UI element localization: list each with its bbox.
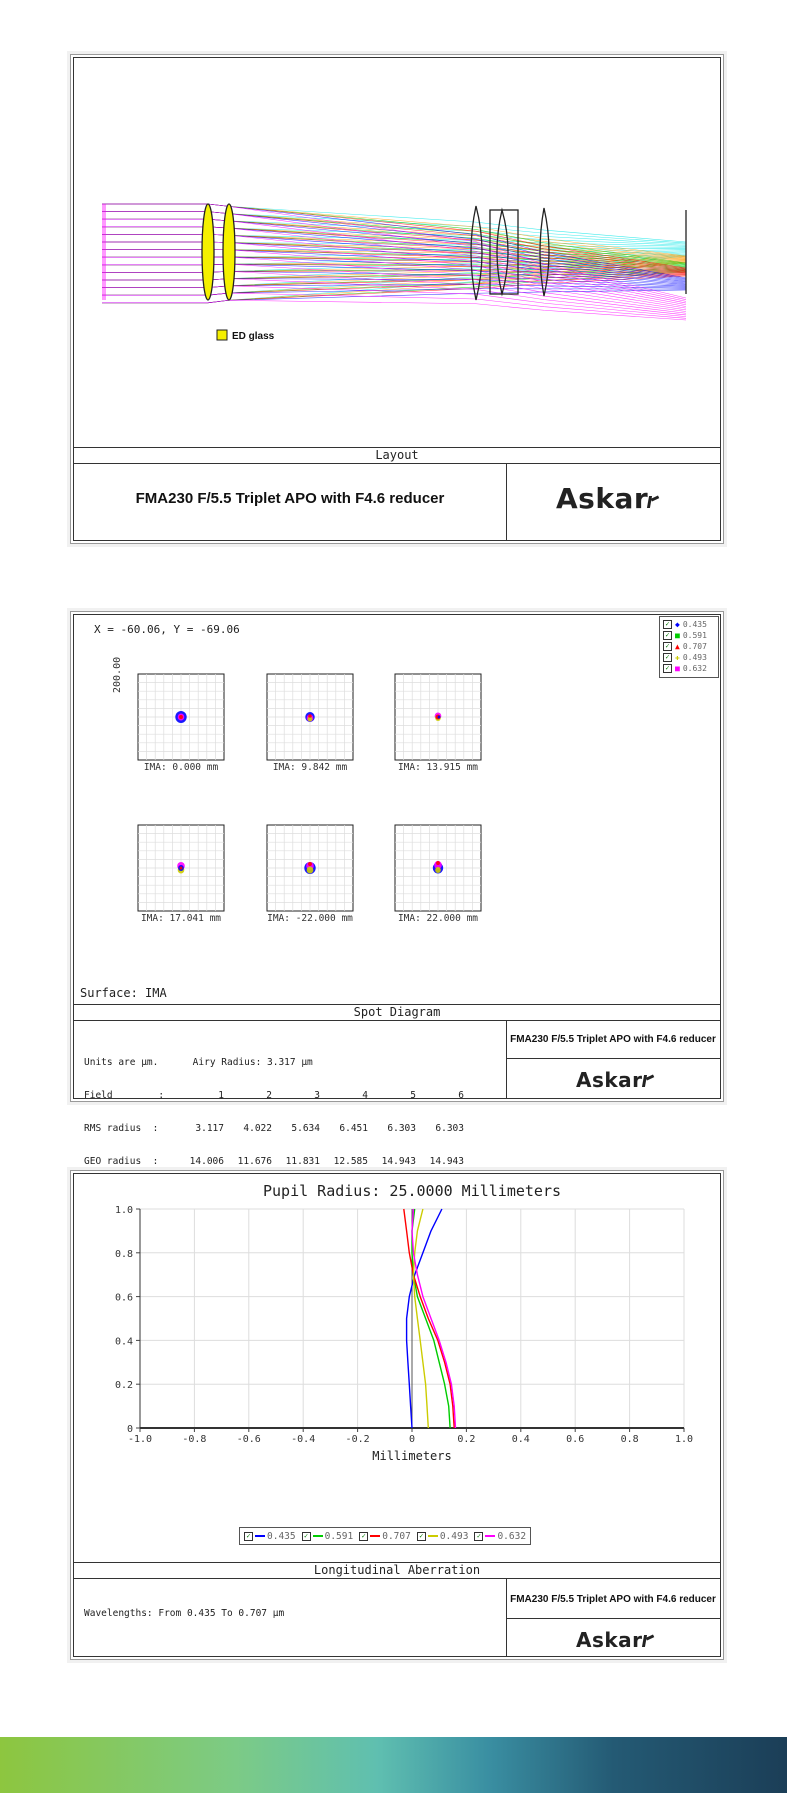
ab-title-divider	[506, 1578, 507, 1656]
spot-info-value: 6	[458, 1090, 464, 1101]
spot-info-value: 11.676	[237, 1156, 272, 1167]
caption-divider-bottom	[74, 463, 720, 464]
spot-info-geo-row: GEO radius : 14.006 11.676 11.831 12.585 14.943 14.943	[84, 1156, 464, 1167]
lens-layout-drawing	[74, 58, 720, 448]
legend-marker-icon: ◆	[675, 620, 680, 629]
spot-askar-logo: Askar	[576, 1068, 652, 1092]
spot-info-value: 12.585	[333, 1156, 368, 1167]
legend-wavelength: 0.493	[439, 1530, 469, 1542]
spot-legend-item[interactable]	[663, 663, 718, 674]
legend-wavelength: 0.632	[497, 1530, 527, 1542]
spot-info-value: 3.117	[195, 1123, 224, 1134]
ed-glass-label: ED glass	[232, 331, 275, 342]
spot-field-label: IMA: 17.041 mm	[140, 913, 222, 924]
legend-checkbox[interactable]: ✓	[474, 1532, 483, 1541]
spot-title-divider	[506, 1020, 507, 1098]
aberration-panel	[70, 1170, 724, 1660]
spot-caption: Spot Diagram	[353, 1005, 441, 1019]
spot-diagram-panel	[70, 611, 724, 1167]
title-block-divider	[506, 463, 507, 540]
legend-checkbox[interactable]: ✓	[663, 631, 672, 640]
ab-legend-item[interactable]	[474, 1531, 526, 1542]
x-tick-label: -0.6	[236, 1434, 261, 1445]
legend-checkbox[interactable]: ✓	[663, 664, 672, 673]
spot-info-rms-row: RMS radius : 3.117 4.022 5.634 6.451 6.303 6.303	[84, 1123, 464, 1134]
spot-field-label: IMA: 22.000 mm	[397, 913, 479, 924]
ab-logo-divider	[506, 1618, 720, 1619]
spot-info-value: 14.943	[429, 1156, 464, 1167]
spot-info-value: 6.303	[435, 1123, 464, 1134]
cursor-coordinates: X = -60.06, Y = -69.06	[94, 623, 240, 636]
ed-glass-swatch	[217, 330, 227, 340]
ab-askar-logo: Askar	[576, 1628, 652, 1652]
x-tick-label: 0	[408, 1434, 416, 1445]
y-tick-label: 0.6	[114, 1292, 133, 1304]
chart-title: Pupil Radius: 25.0000 Millimeters	[262, 1182, 562, 1200]
spot-field-label: IMA: 9.842 mm	[272, 762, 348, 773]
x-tick-label: -0.8	[182, 1434, 207, 1445]
legend-wavelength: 0.707	[382, 1530, 411, 1542]
spot-field-label: IMA: -22.000 mm	[267, 913, 353, 924]
y-tick-label: 1.0	[114, 1205, 133, 1216]
spot-grid-area	[74, 645, 634, 975]
legend-checkbox[interactable]: ✓	[359, 1532, 368, 1541]
series-line-0.632	[412, 1209, 456, 1428]
legend-checkbox[interactable]: ✓	[663, 642, 672, 651]
wavelength-range: Wavelengths: From 0.435 To 0.707 µm	[84, 1608, 285, 1619]
layout-panel	[70, 54, 724, 544]
ray-trace	[102, 204, 686, 320]
aberration-frame	[73, 1173, 721, 1657]
askar-logo: Askar	[556, 482, 657, 515]
spot-point-cluster	[180, 867, 183, 870]
spot-field-label: IMA: 0.000 mm	[143, 762, 219, 773]
layout-caption: Layout	[375, 448, 419, 462]
layout-title: FMA230 F/5.5 Triplet APO with F4.6 reducer	[135, 490, 445, 507]
legend-wavelength: 0.435	[267, 1530, 296, 1542]
legend-line-swatch	[255, 1535, 265, 1537]
legend-wavelength: 0.591	[682, 631, 707, 640]
spot-point-cluster	[438, 716, 441, 719]
spot-info-value: 4.022	[243, 1123, 272, 1134]
spot-legend-item[interactable]	[663, 652, 718, 663]
spot-point-cluster	[179, 715, 183, 719]
spot-legend-item[interactable]	[663, 630, 718, 641]
spot-info-field-row: Field : 1 2 3 4 5 6	[84, 1090, 464, 1101]
x-tick-label: 0.4	[511, 1434, 530, 1445]
legend-marker-icon: ▲	[675, 642, 680, 651]
ab-legend-item[interactable]	[302, 1531, 354, 1542]
spot-legend	[659, 616, 719, 678]
x-tick-label: 0.6	[566, 1434, 585, 1445]
legend-marker-icon: ✚	[675, 653, 680, 662]
spot-askar-logo-mark	[643, 1075, 652, 1087]
spot-info-units: Units are µm. Airy Radius: 3.317 µm	[84, 1057, 313, 1068]
legend-line-swatch	[370, 1535, 380, 1537]
y-tick-label: 0.4	[114, 1336, 133, 1348]
spot-logo-divider	[506, 1058, 720, 1059]
surface-label: Surface: IMA	[80, 986, 167, 1000]
ed-lens-2	[223, 204, 235, 300]
legend-wavelength: 0.591	[324, 1530, 354, 1542]
ab-title: FMA230 F/5.5 Triplet APO with F4.6 reducer	[510, 1594, 716, 1605]
aberration-legend	[239, 1527, 531, 1545]
box-width-label: 200.00	[112, 656, 123, 693]
spot-point-cluster	[308, 862, 312, 866]
spot-frame	[73, 614, 721, 1167]
spot-info-value: 14.943	[381, 1156, 416, 1167]
spot-info-value: 1	[218, 1090, 224, 1101]
legend-wavelength: 0.632	[682, 664, 707, 673]
y-tick-label: 0.2	[114, 1380, 133, 1392]
aberration-chart	[74, 1174, 720, 1554]
legend-wavelength: 0.435	[682, 620, 707, 629]
entrance-pupil	[102, 204, 106, 300]
spot-field-label: IMA: 13.915 mm	[397, 762, 479, 773]
ab-legend-item[interactable]	[244, 1531, 296, 1542]
x-tick-label: 0.2	[457, 1434, 476, 1445]
spot-info-value: 11.831	[285, 1156, 320, 1167]
x-tick-label: -1.0	[127, 1434, 153, 1445]
x-tick-label: 0.8	[620, 1434, 639, 1445]
ab-legend-item[interactable]	[359, 1531, 411, 1542]
ray-line	[102, 290, 686, 303]
ray-line	[102, 300, 686, 320]
layout-frame	[73, 57, 721, 541]
ab-askar-logo-mark	[643, 1635, 652, 1647]
spot-legend-item[interactable]	[663, 619, 718, 630]
legend-line-swatch	[313, 1535, 323, 1537]
spot-point-cluster	[307, 867, 314, 874]
legend-line-swatch	[485, 1535, 495, 1537]
x-axis-label: Millimeters	[372, 1449, 452, 1463]
askar-logo-mark	[648, 496, 657, 508]
y-tick-label: 0	[126, 1424, 133, 1435]
spot-point-cluster	[436, 861, 440, 865]
spot-info-value: 2	[266, 1090, 272, 1101]
x-tick-label: -0.4	[291, 1434, 316, 1445]
spot-legend-item[interactable]	[663, 641, 718, 652]
legend-marker-icon: ■	[675, 664, 680, 673]
y-tick-label: 0.8	[114, 1248, 133, 1260]
ab-legend-item[interactable]	[417, 1531, 469, 1542]
spot-info-value: 5.634	[291, 1123, 320, 1134]
spot-title: FMA230 F/5.5 Triplet APO with F4.6 reducer	[510, 1034, 716, 1045]
ed-lens-1	[202, 204, 214, 300]
ab-caption-divider-bottom	[74, 1578, 720, 1579]
spot-info-value: 14.006	[189, 1156, 224, 1167]
legend-checkbox[interactable]: ✓	[417, 1532, 426, 1541]
legend-checkbox[interactable]: ✓	[663, 620, 672, 629]
spot-caption-divider-bottom	[74, 1020, 720, 1021]
spot-info-value: 5	[410, 1090, 416, 1101]
x-tick-label: 1.0	[674, 1434, 694, 1445]
spot-point-cluster	[435, 867, 441, 873]
spot-point-cluster	[308, 714, 311, 718]
x-tick-label: -0.2	[345, 1434, 370, 1445]
footer-gradient-bar	[0, 1737, 787, 1793]
legend-checkbox[interactable]: ✓	[663, 653, 672, 662]
legend-checkbox[interactable]: ✓	[302, 1532, 311, 1541]
ab-caption: Longitudinal Aberration	[313, 1563, 481, 1577]
spot-info-value: 6.451	[339, 1123, 368, 1134]
spot-info-value: 3	[314, 1090, 320, 1101]
spot-info-value: 4	[362, 1090, 368, 1101]
spot-info-value: 6.303	[387, 1123, 416, 1134]
legend-wavelength: 0.493	[682, 653, 707, 662]
legend-line-swatch	[428, 1535, 438, 1537]
legend-marker-icon: ■	[675, 631, 680, 640]
legend-wavelength: 0.707	[682, 642, 707, 651]
legend-checkbox[interactable]: ✓	[244, 1532, 253, 1541]
